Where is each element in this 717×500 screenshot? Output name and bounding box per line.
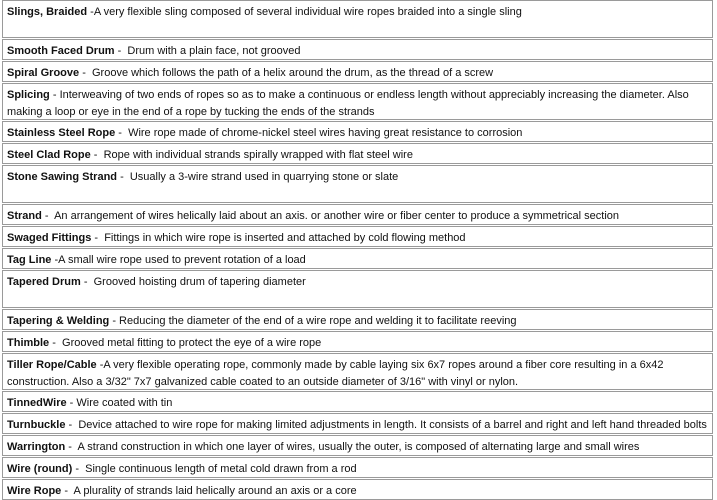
glossary-definition: Reducing the diameter of the end of a wire rope and welding it to facilitate reeving [119, 315, 517, 327]
glossary-separator: - [49, 337, 63, 349]
glossary-row [2, 270, 713, 308]
glossary-row [2, 121, 713, 142]
glossary-definition: A plurality of strands laid helically around an axis or a core [73, 485, 357, 497]
glossary-definition: Rope with individual strands spirally wrapped with flat steel wire [103, 149, 413, 161]
glossary-definition: Wire rope made of chrome-nickel steel wires having great resistance to corrosion [128, 127, 523, 139]
glossary-row [2, 309, 713, 330]
glossary-term: Warrington [7, 441, 66, 453]
glossary-term: Tag Line [7, 254, 52, 266]
glossary-row [2, 226, 713, 247]
glossary-definition: Grooved metal fitting to protect the eye of a wire rope [62, 337, 322, 349]
glossary-definition: Fittings in which wire rope is inserted and attached by cold flowing method [104, 232, 466, 244]
glossary-row [2, 39, 713, 60]
glossary-row [2, 457, 713, 478]
glossary-term: Slings, Braided [7, 6, 88, 18]
glossary-row [2, 83, 713, 120]
glossary-separator: - [90, 149, 104, 161]
glossary-separator: - [115, 127, 129, 139]
glossary-separator: - [79, 67, 92, 79]
glossary-separator: - [96, 359, 104, 371]
glossary-row [2, 61, 713, 82]
glossary-separator: - [41, 210, 55, 222]
glossary-definition: Grooved hoisting drum of tapering diameter [93, 276, 306, 288]
glossary-row [2, 204, 713, 225]
glossary-definition: Groove which follows the path of a helix around the drum, as the thread of a screw [91, 67, 494, 79]
glossary-term: Tapered Drum [7, 276, 81, 288]
glossary-definition: Wire coated with tin [76, 397, 173, 409]
glossary-row [2, 143, 713, 164]
glossary-separator: - [61, 485, 74, 497]
glossary-separator: - [51, 254, 59, 266]
glossary-definition: Device attached to wire rope for making limited adjustments in length. It consists of a barrel and right and left hand threaded bolts [78, 419, 707, 431]
glossary-term: Thimble [7, 337, 50, 349]
glossary-term: Smooth Faced Drum [7, 45, 115, 57]
glossary-term: Spiral Groove [7, 67, 80, 79]
glossary-row [2, 331, 713, 352]
glossary-term: Wire Rope [7, 485, 62, 497]
glossary-row [2, 435, 713, 456]
glossary-separator: - [91, 232, 105, 244]
glossary-definition: Drum with a plain face, not grooved [127, 45, 301, 57]
glossary-separator: - [65, 441, 78, 453]
glossary-separator: - [49, 89, 60, 101]
glossary-definition: Interweaving of two ends of ropes so as to make a continuous or endless length without appreciably increasing the diameter. Also making a loop or eye in the end of a rope by tucking the ends of the strands [7, 89, 689, 118]
glossary-term: Stainless Steel Rope [7, 127, 116, 139]
glossary-row [2, 165, 713, 203]
glossary-definition: A very flexible operating rope, commonly made by cable laying six 6x7 ropes around a fiber core resulting in a 6x42 construction. Also a 3/32" 7x7 galvanized cable coated to an outside diameter of 3/16" with vinyl or nylon. [7, 359, 664, 388]
glossary-separator: - [72, 463, 86, 475]
glossary-definition: Single continuous length of metal cold drawn from a rod [85, 463, 357, 475]
glossary-definition: A strand construction in which one layer of wires, usually the outer, is composed of alternating large and small wires [77, 441, 640, 453]
glossary-separator: - [117, 171, 130, 183]
glossary-separator: - [109, 315, 120, 327]
glossary-term: Tiller Rope/Cable [7, 359, 97, 371]
glossary-term: Swaged Fittings [7, 232, 92, 244]
glossary-row [2, 391, 713, 412]
glossary-separator: - [66, 397, 77, 409]
glossary-term: Splicing [7, 89, 50, 101]
glossary-term: TinnedWire [7, 397, 67, 409]
glossary-row [2, 479, 713, 500]
glossary-term: Stone Sawing Strand [7, 171, 118, 183]
glossary-term: Tapering & Welding [7, 315, 110, 327]
glossary-row [2, 353, 713, 390]
glossary-row [2, 0, 713, 38]
glossary-separator: - [65, 419, 79, 431]
glossary-definition: A very flexible sling composed of several individual wire ropes braided into a single sling [93, 6, 522, 18]
glossary-definition: An arrangement of wires helically laid about an axis. or another wire or fiber center to produce a symmetrical section [54, 210, 620, 222]
glossary-row [2, 248, 713, 269]
glossary-term: Turnbuckle [7, 419, 66, 431]
glossary-term: Wire (round) [7, 463, 73, 475]
glossary-separator: - [114, 45, 128, 57]
glossary-row [2, 413, 713, 434]
glossary-definition: A small wire rope used to prevent rotation of a load [58, 254, 306, 266]
glossary-term: Steel Clad Rope [7, 149, 91, 161]
glossary-separator: - [87, 6, 94, 18]
glossary-separator: - [80, 276, 94, 288]
glossary-term: Strand [7, 210, 42, 222]
glossary-definition: Usually a 3-wire strand used in quarrying stone or slate [129, 171, 399, 183]
